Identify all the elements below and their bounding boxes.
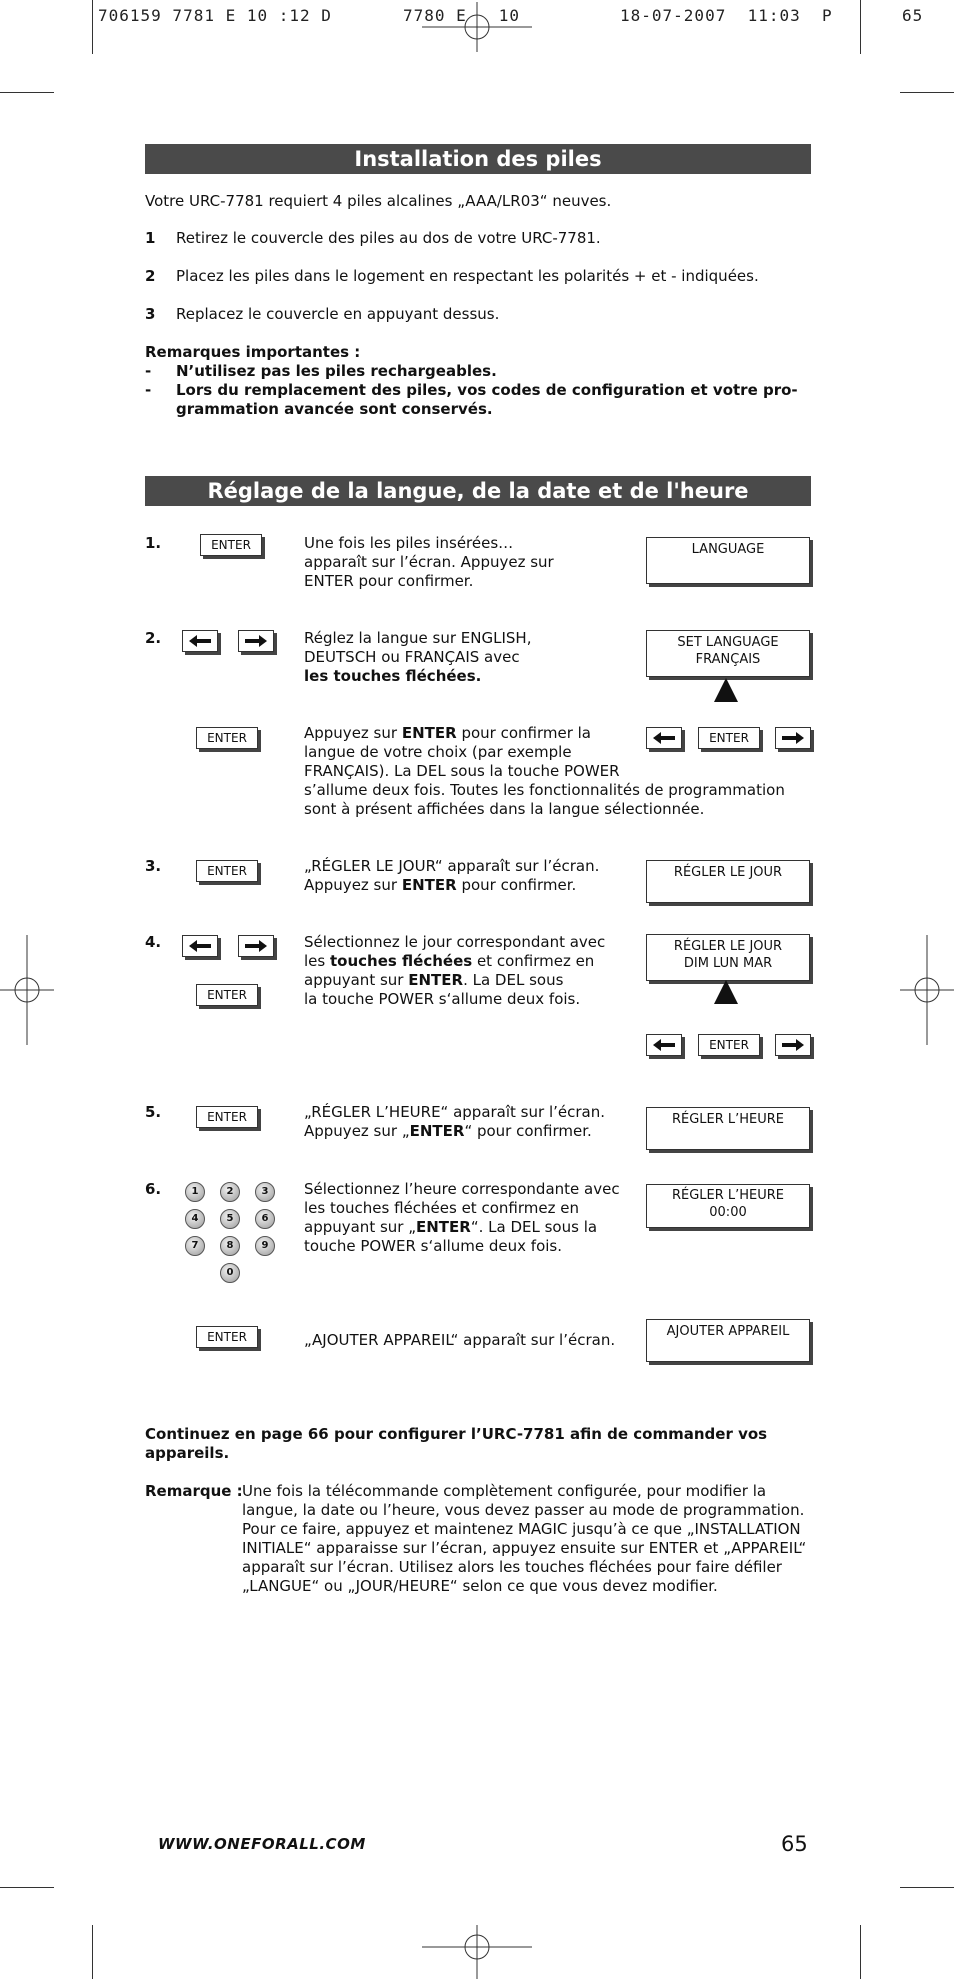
lcd-text: AJOUTER APPAREIL	[666, 1324, 790, 1339]
step-text: FRANÇAIS). La DEL sous la touche POWER	[304, 762, 620, 780]
lcd-text: DIM LUN MAR	[683, 956, 773, 971]
enter-key-icon: ENTER	[196, 1326, 258, 1348]
step-number: 2	[145, 267, 156, 285]
batteries-intro: Votre URC-7781 requiert 4 piles alcalines „AAA/LR03“ neuves.	[145, 192, 612, 210]
crop-mark	[92, 0, 93, 54]
step-number: 2.	[145, 629, 162, 647]
step-text: Sélectionnez le jour correspondant avec	[304, 933, 606, 951]
step-text: Réglez la langue sur ENGLISH,	[304, 629, 532, 647]
print-job-id: 706159 7781 E 10 :12 D	[98, 6, 332, 25]
step-text: sont à présent affichées dans la langue sélectionnée.	[304, 800, 705, 818]
enter-key-icon: ENTER	[196, 860, 258, 882]
lcd-display	[646, 537, 810, 584]
step-text: DEUTSCH ou FRANÇAIS avec	[304, 648, 520, 666]
remark-label: Remarque :	[145, 1482, 243, 1500]
lcd-text: 00:00	[709, 1205, 747, 1220]
text-run: pour confirmer la	[456, 724, 591, 742]
text-run: Appuyez sur	[304, 724, 402, 742]
crop-mark	[92, 1925, 93, 1979]
right-arrow-key-icon	[775, 727, 811, 749]
lcd-text: RÉGLER LE JOUR	[673, 939, 783, 954]
enter-emphasis: ENTER	[401, 724, 457, 742]
enter-emphasis: ENTER	[401, 876, 457, 894]
step-number: 1	[145, 229, 156, 247]
step-text: langue de votre choix (par exemple	[304, 743, 572, 761]
print-job-ref: 7780 E 10	[403, 6, 520, 25]
remark-line: langue, la date ou l’heure, vous devez passer au mode de programmation.	[242, 1501, 805, 1519]
section-title-batteries: Installation des piles	[145, 144, 811, 174]
enter-key-icon: ENTER	[196, 727, 258, 749]
remark-item: N’utilisez pas les piles rechargeables.	[176, 362, 497, 380]
digit-key-2-icon: 2	[220, 1182, 240, 1202]
digit-key-3-icon: 3	[255, 1182, 275, 1202]
remark-item-cont: grammation avancée sont conservés.	[176, 400, 493, 418]
remark-dash: -	[145, 362, 152, 380]
lcd-text: LANGUAGE	[691, 542, 765, 557]
step-number: 5.	[145, 1103, 162, 1121]
step-text: s’allume deux fois. Toutes les fonctionnalités de programmation	[304, 781, 785, 799]
lcd-text: RÉGLER LE JOUR	[673, 865, 783, 880]
lcd-display	[646, 1319, 810, 1362]
digit-key-9-icon: 9	[255, 1236, 275, 1256]
text-run: et confirmez en	[472, 952, 595, 970]
digit-key-0-icon: 0	[220, 1263, 240, 1283]
right-arrow-key-icon	[238, 935, 274, 957]
enter-emphasis: ENTER	[408, 971, 464, 989]
website-url[interactable]: WWW.ONEFORALL.COM	[158, 1835, 366, 1853]
step-number: 1.	[145, 534, 162, 552]
step-text: Placez les piles dans le logement en respectant les polarités + et - indiquées.	[176, 267, 759, 285]
pointer-triangle-icon	[714, 980, 738, 1004]
registration-mark-icon	[900, 935, 954, 1045]
text-run: “. La DEL sous la	[470, 1218, 598, 1236]
step-text: les touches fléchées.	[304, 667, 482, 685]
digit-key-6-icon: 6	[255, 1209, 275, 1229]
step-text: Sélectionnez l’heure correspondante avec	[304, 1180, 620, 1198]
step-number: 3.	[145, 857, 162, 875]
right-arrow-key-icon	[775, 1034, 811, 1056]
crop-mark	[860, 0, 861, 54]
remark-line: „LANGUE“ ou „JOUR/HEURE“ selon ce que vous devez modifier.	[242, 1577, 718, 1595]
print-datetime: 18-07-2007 11:03 P	[620, 6, 833, 25]
right-arrow-key-icon	[238, 630, 274, 652]
enter-key-icon: ENTER	[698, 1034, 760, 1056]
lcd-display	[646, 860, 810, 903]
remark-line: INITIALE“ apparaisse sur l’écran, appuyez ensuite sur ENTER et „APPAREIL“	[242, 1539, 807, 1557]
step-number: 4.	[145, 933, 162, 951]
step-text	[304, 876, 576, 895]
text-run: appuyant sur „	[304, 1218, 416, 1236]
step-text: Une fois les piles insérées…	[304, 534, 514, 552]
text-run: “ pour confirmer.	[464, 1122, 592, 1140]
step-text: apparaît sur l’écran. Appuyez sur	[304, 553, 554, 571]
step-text: Replacez le couvercle en appuyant dessus.	[176, 305, 500, 323]
digit-key-7-icon: 7	[185, 1236, 205, 1256]
registration-mark-icon	[422, 2, 532, 52]
digit-key-4-icon: 4	[185, 1209, 205, 1229]
page-number: 65	[781, 1832, 808, 1856]
step-text: la touche POWER s‘allume deux fois.	[304, 990, 581, 1008]
lcd-display	[646, 1107, 810, 1150]
left-arrow-key-icon	[646, 727, 682, 749]
digit-key-8-icon: 8	[220, 1236, 240, 1256]
step-text	[304, 952, 594, 971]
step-text: ENTER pour confirmer.	[304, 572, 474, 590]
enter-key-icon: ENTER	[196, 1106, 258, 1128]
remark-line: apparaît sur l’écran. Utilisez alors les touches fléchées pour faire défiler	[242, 1558, 782, 1576]
text-run: pour confirmer.	[456, 876, 577, 894]
continue-note: Continuez en page 66 pour configurer l’URC-7781 afin de commander vos	[145, 1425, 768, 1443]
registration-mark-icon	[0, 935, 54, 1045]
crop-mark	[0, 92, 54, 93]
step-text	[304, 1218, 597, 1237]
lcd-text: RÉGLER L’HEURE	[671, 1188, 785, 1203]
remark-dash: -	[145, 381, 152, 399]
lcd-text: SET LANGUAGE	[677, 635, 779, 650]
step-text: „AJOUTER APPAREIL“ apparaît sur l’écran.	[304, 1331, 616, 1349]
print-page: 65	[902, 6, 924, 25]
remark-item: Lors du remplacement des piles, vos codes de configuration et votre pro-	[176, 381, 798, 399]
crop-mark	[860, 1925, 861, 1979]
step-text: Retirez le couvercle des piles au dos de votre URC-7781.	[176, 229, 601, 247]
step-text	[304, 971, 563, 990]
lcd-display	[646, 1184, 810, 1228]
step-text	[304, 1122, 592, 1141]
enter-emphasis: ENTER	[409, 1122, 465, 1140]
text-run: les	[304, 952, 330, 970]
text-run: Appuyez sur	[304, 876, 402, 894]
enter-emphasis: ENTER	[416, 1218, 471, 1236]
lcd-text: FRANÇAIS	[695, 652, 761, 667]
continue-note-cont: appareils.	[145, 1444, 230, 1462]
pointer-triangle-icon	[714, 678, 738, 702]
text-run: appuyant sur	[304, 971, 409, 989]
remark-line: Une fois la télécommande complètement configurée, pour modifier la	[242, 1482, 767, 1500]
enter-key-icon: ENTER	[698, 727, 760, 749]
enter-key-icon: ENTER	[196, 984, 258, 1006]
text-run: . La DEL sous	[463, 971, 564, 989]
step-text: „RÉGLER LE JOUR“ apparaît sur l’écran.	[304, 857, 600, 875]
step-number: 3	[145, 305, 156, 323]
crop-mark	[900, 1887, 954, 1888]
step-text	[304, 724, 591, 743]
enter-key-icon: ENTER	[200, 534, 262, 556]
crop-mark	[900, 92, 954, 93]
remarks-heading: Remarques importantes :	[145, 343, 361, 361]
lcd-display	[646, 934, 810, 981]
step-text: „RÉGLER L’HEURE“ apparaît sur l’écran.	[304, 1103, 605, 1121]
digit-key-1-icon: 1	[185, 1182, 205, 1202]
left-arrow-key-icon	[182, 630, 218, 652]
crop-mark	[0, 1887, 54, 1888]
left-arrow-key-icon	[646, 1034, 682, 1056]
lcd-text: RÉGLER L’HEURE	[671, 1112, 785, 1127]
step-text: les touches fléchées et confirmez en	[304, 1199, 579, 1217]
section-title-language-date-time: Réglage de la langue, de la date et de l'heure	[145, 476, 811, 506]
digit-key-5-icon: 5	[220, 1209, 240, 1229]
remark-line: Pour ce faire, appuyez et maintenez MAGIC jusqu’à ce que „INSTALLATION	[242, 1520, 801, 1538]
registration-mark-icon	[422, 1925, 532, 1979]
lcd-display	[646, 630, 810, 677]
step-text: touche POWER s‘allume deux fois.	[304, 1237, 563, 1255]
arrow-keys-emphasis: touches fléchées	[329, 952, 473, 970]
left-arrow-key-icon	[182, 935, 218, 957]
step-number: 6.	[145, 1180, 162, 1198]
text-run: Appuyez sur „	[304, 1122, 410, 1140]
